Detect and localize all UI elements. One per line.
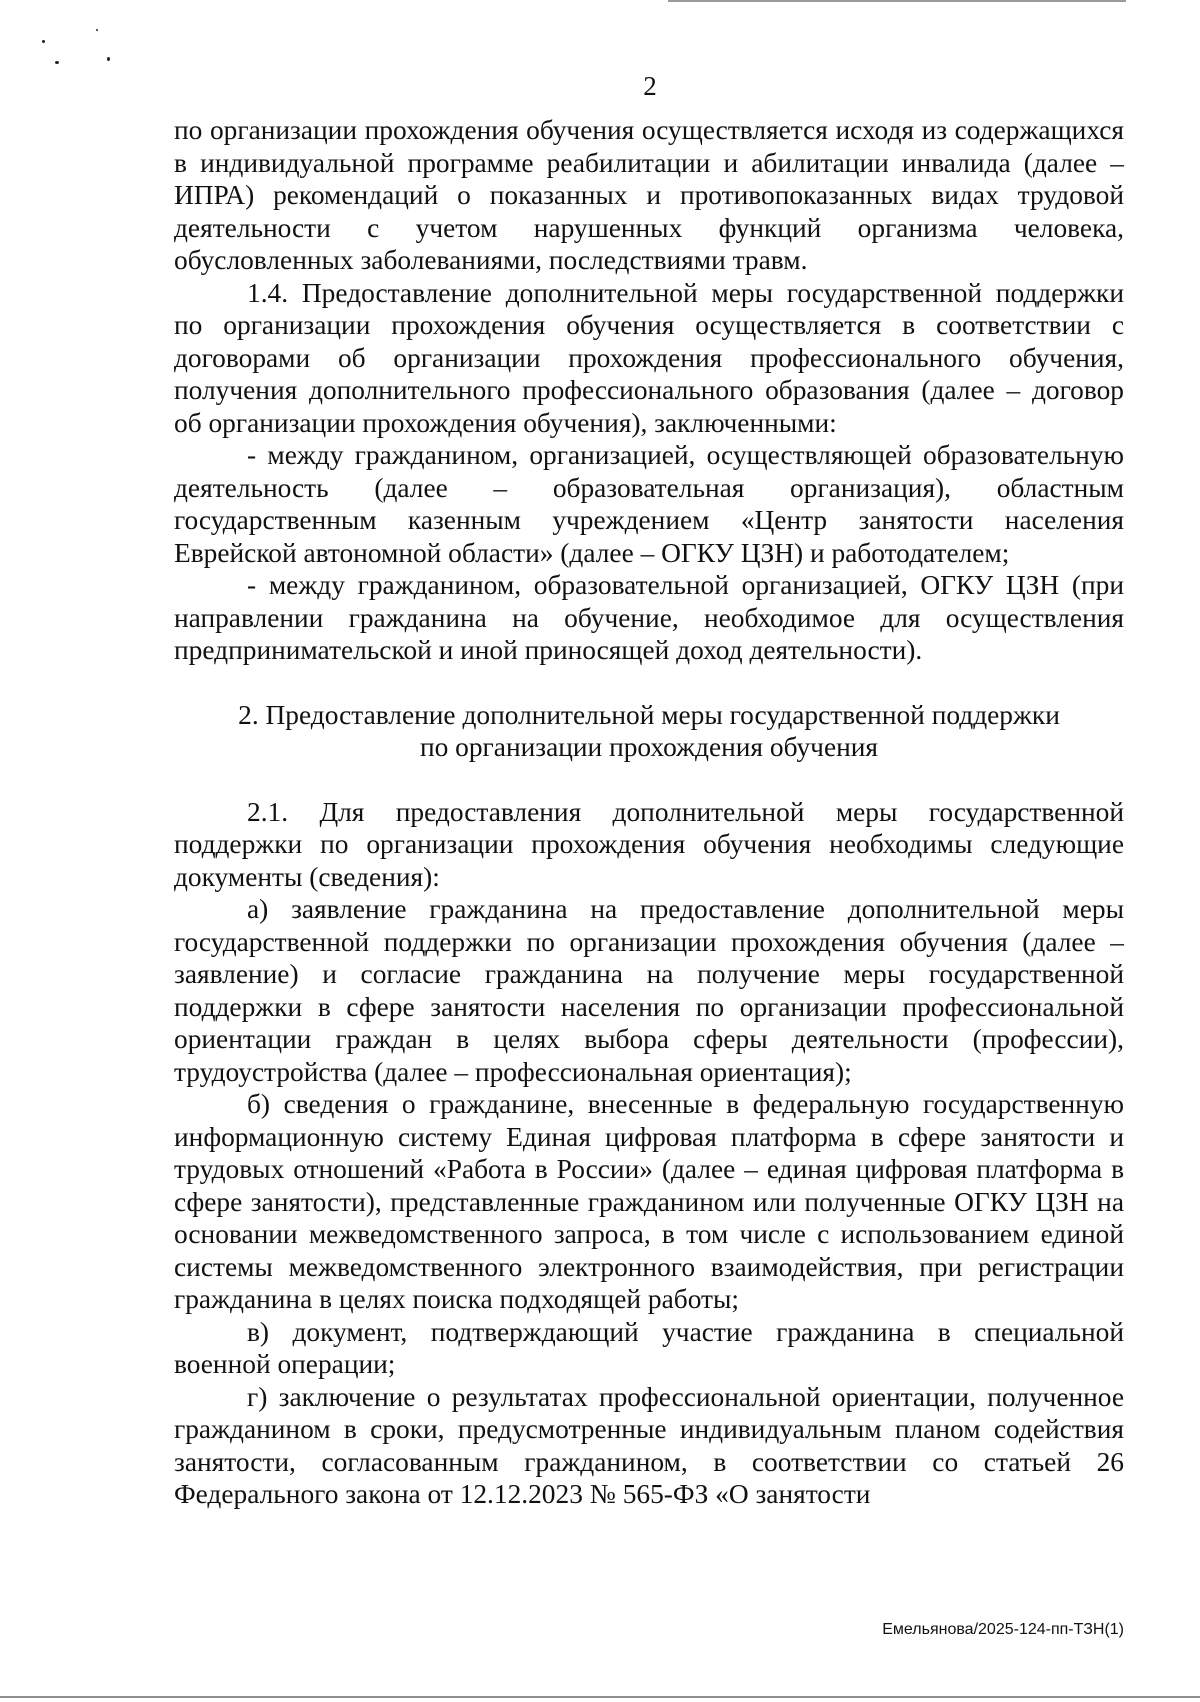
section-heading bbox=[174, 699, 1124, 764]
page-number: 2 bbox=[643, 71, 657, 101]
paragraph-2-1: 2.1. Для предоставления дополнительной меры государственной поддержки по организации прохождения обучения необходимы следующие документы (сведения): bbox=[174, 796, 1124, 892]
scan-speck bbox=[42, 40, 45, 43]
paragraph-1-4: 1.4. Предоставление дополнительной меры государственной поддержки по организации прохождения обучения осуществляется в соответствии с договорами об организации прохождения профессионального обучения, получения дополнительного профессионального образования (далее – договор об организации прохождения обучения), заключенными: bbox=[174, 277, 1124, 438]
section-heading-line-1: 2. Предоставление дополнительной меры государственной поддержки bbox=[238, 699, 1060, 730]
paragraph-continuation: по организации прохождения обучения осуществляется исходя из содержащихся в индивидуальной программе реабилитации и абилитации инвалида (далее – ИПРА) рекомендаций о показанных и противопоказанных видах трудовой деятельности с учетом нарушенных функций организма человека, обусловленных заболеваниями, последствиями травм. bbox=[174, 115, 1124, 275]
paragraph-contract-party-2: - между гражданином, образовательной организацией, ОГКУ ЦЗН (при направлении гражданина на обучение, необходимое для осуществления предпринимательской и иной приносящей доход деятельности). bbox=[174, 570, 1124, 665]
paragraph-item-b: б) сведения о гражданине, внесенные в федеральную государственную информационную систему Единая цифровая платформа в сфере занятости и трудовых отношений «Работа в России» (далее – единая цифровая платформа в сфере занятости), представленные гражданином или полученные ОГКУ ЦЗН на основании межведомственного запроса, в том числе с использованием единой системы межведомственного электронного взаимодействия, при регистрации гражданина в целях поиска подходящей работы; bbox=[174, 1089, 1124, 1314]
scan-edge-bottom bbox=[0, 1696, 1200, 1698]
paragraph-item-v: в) документ, подтверждающий участие гражданина в специальной военной операции; bbox=[174, 1316, 1124, 1379]
scan-speck bbox=[55, 61, 59, 64]
document-body bbox=[174, 114, 1124, 1511]
paragraph-item-g: г) заключение о результатах профессиональной ориентации, полученное гражданином в сроки, предусмотренные индивидуальным планом содействия занятости, согласованным гражданином, в соответствии со статьей 26 Федерального закона от 12.12.2023 № 565-ФЗ «О занятости bbox=[174, 1381, 1124, 1509]
paragraph-contract-party-1: - между гражданином, организацией, осуществляющей образовательную деятельность (далее – образовательная организация), областным государственным казенным учреждением «Центр занятости населения Еврейской автономной области» (далее – ОГКУ ЦЗН) и работодателем; bbox=[174, 440, 1124, 568]
section-heading-line-2: по организации прохождения обучения bbox=[419, 732, 879, 762]
scan-edge-top bbox=[668, 0, 1126, 2]
document-footer-code: Емельянова/2025-124-пп-ТЗН(1) bbox=[882, 1621, 1124, 1638]
scan-speck bbox=[107, 57, 110, 61]
paragraph-item-a: а) заявление гражданина на предоставление дополнительной меры государственной поддержки по организации прохождения обучения (далее – заявление) и согласие гражданина на получение меры государственной поддержки в сфере занятости населения по организации профессиональной ориентации граждан в целях выбора сферы деятельности (профессии), трудоустройства (далее – профессиональная ориентация); bbox=[174, 894, 1124, 1087]
scan-speck bbox=[96, 29, 98, 31]
